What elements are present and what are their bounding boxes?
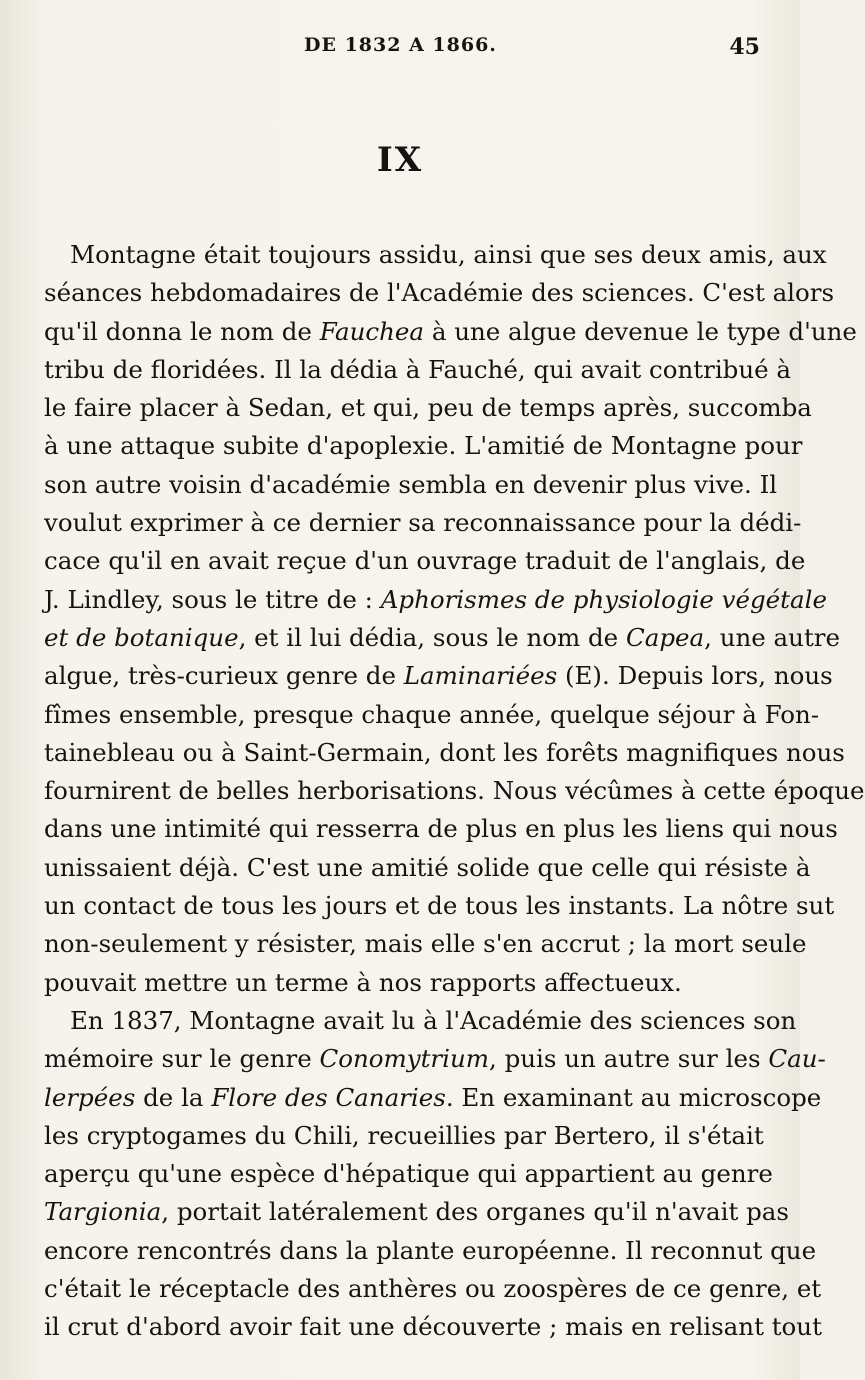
italic-text: Fauchea (319, 316, 425, 346)
text-line (44, 964, 759, 1002)
text-segment: dans une intimité qui resserra de plus en plus les liens qui nous (44, 814, 838, 844)
text-segment: (E). Depuis lors, nous (557, 661, 833, 691)
italic-text: et de botanique (44, 622, 239, 652)
text-segment: unissaient déjà. C'est une amitié solide que celle qui résiste à (44, 852, 811, 882)
italic-text: Capea (625, 622, 705, 652)
text-segment: c'était le réceptacle des anthères ou zoospères de ce genre, et (44, 1274, 822, 1304)
text-line (44, 466, 778, 504)
text-line (44, 542, 806, 580)
text-line (44, 1232, 817, 1270)
text-segment: fîmes ensemble, presque chaque année, quelque séjour à Fon- (44, 699, 820, 729)
text-line (44, 810, 838, 848)
text-line (44, 313, 857, 351)
text-segment: non-seulement y résister, mais elle s'en accrut ; la mort seule (44, 929, 807, 959)
text-line (44, 236, 827, 274)
text-line (44, 1270, 822, 1308)
text-segment: , portait latéralement des organes qu'il n'avait pas (161, 1197, 789, 1227)
text-line (44, 925, 807, 963)
text-line (44, 1040, 826, 1078)
italic-text: Flore des Canaries (211, 1082, 446, 1112)
text-line (44, 849, 811, 887)
page-number: 45 (729, 34, 760, 60)
text-line (44, 351, 792, 389)
italic-text: Targionia (44, 1197, 162, 1227)
body-text (44, 236, 865, 1347)
text-segment: qu'il donna le nom de (44, 316, 320, 346)
text-segment: séances hebdomadaires de l'Académie des sciences. C'est alors (44, 278, 835, 308)
text-segment: pouvait mettre un terme à nos rapports affectueux. (44, 967, 682, 997)
text-segment: En 1837, Montagne avait lu à l'Académie des sciences son (70, 1005, 797, 1035)
chapter-number: IX (376, 140, 424, 180)
text-segment: cace qu'il en avait reçue d'un ouvrage traduit de l'anglais, de (44, 546, 806, 576)
text-segment: à une attaque subite d'apoplexie. L'amitié de Montagne pour (44, 431, 803, 461)
text-line (44, 1193, 789, 1231)
paragraph (44, 236, 865, 1002)
text-segment: algue, très-curieux genre de (44, 661, 404, 691)
text-line (44, 274, 835, 312)
italic-text: Laminariées (403, 661, 558, 691)
text-segment: tribu de floridées. Il la dédia à Fauché, qui avait contribué à (44, 354, 792, 384)
text-segment: son autre voisin d'académie sembla en devenir plus vive. Il (44, 469, 778, 499)
text-segment: , et il lui dédia, sous le nom de (238, 622, 626, 652)
text-segment: mémoire sur le genre (44, 1044, 320, 1074)
text-segment: Montagne était toujours assidu, ainsi que ses deux amis, aux (70, 240, 827, 269)
text-segment: encore rencontrés dans la plante européenne. Il reconnut que (44, 1235, 817, 1265)
text-line (44, 1002, 797, 1040)
italic-text: Conomytrium (319, 1044, 489, 1074)
text-line (44, 1155, 773, 1193)
text-segment: fournirent de belles herborisations. Nous vécûmes à cette époque (44, 776, 865, 806)
text-segment: aperçu qu'une espèce d'hépatique qui appartient au genre (44, 1159, 773, 1189)
text-segment: à une algue devenue le type d'une (424, 316, 857, 346)
paragraph (44, 1002, 826, 1347)
text-segment: il crut d'abord avoir fait une découverte ; mais en relisant tout (44, 1312, 822, 1342)
running-head: DE 1832 A 1866. (304, 34, 497, 56)
text-line (44, 1308, 822, 1346)
italic-text: Aphorismes de physiologie végétale (380, 584, 827, 614)
text-segment: , une autre (704, 622, 841, 652)
text-line (44, 619, 841, 657)
text-line (44, 657, 833, 695)
text-segment: , puis un autre sur les (489, 1044, 769, 1074)
text-segment: . En examinant au microscope (445, 1082, 822, 1112)
page-header (44, 34, 760, 64)
text-segment: tainebleau ou à Saint-Germain, dont les forêts magnifiques nous (44, 737, 845, 767)
text-line (44, 734, 845, 772)
text-segment: de la (135, 1082, 212, 1112)
text-segment: le faire placer à Sedan, et qui, peu de temps après, succomba (44, 393, 812, 423)
text-line (44, 1117, 764, 1155)
text-line (44, 887, 835, 925)
text-line (44, 772, 865, 810)
text-line (44, 427, 803, 465)
text-segment: voulut exprimer à ce dernier sa reconnaissance pour la dédi- (44, 508, 802, 538)
text-line (44, 1079, 822, 1117)
text-segment: J. Lindley, sous le titre de : (44, 584, 381, 614)
text-segment: un contact de tous les jours et de tous les instants. La nôtre sut (44, 891, 835, 921)
text-line (44, 504, 802, 542)
text-segment: les cryptogames du Chili, recueillies par Bertero, il s'était (44, 1120, 764, 1150)
italic-text: Cau- (768, 1044, 826, 1074)
text-line (44, 581, 827, 619)
text-line (44, 389, 812, 427)
italic-text: lerpées (44, 1082, 136, 1112)
text-line (44, 696, 820, 734)
